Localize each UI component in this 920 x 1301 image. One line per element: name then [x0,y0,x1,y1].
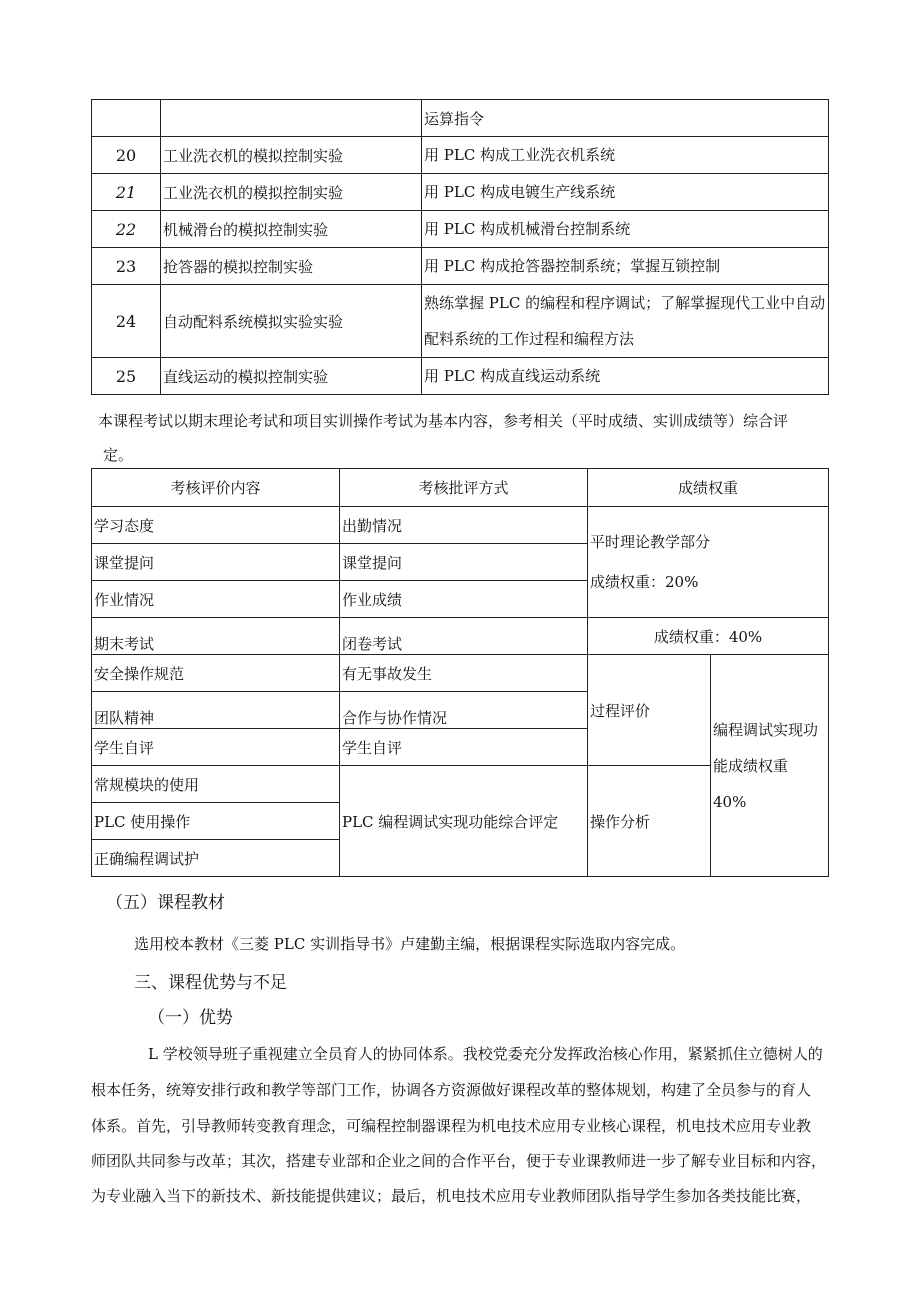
section-title-advantages: 三、课程优势与不足 [134,973,287,993]
practice-weight-line1: 编程调试实现功 [713,720,819,739]
table-row [92,507,829,544]
exp-goal-line2: 配料系统的工作过程和编程方法 [424,330,635,348]
theory-weight-cell [588,507,829,618]
exp-num: 22 [92,211,161,248]
exp-name: 机械滑台的模拟控制实验 [161,211,422,248]
assess-method: 出勤情况 [340,507,588,544]
assess-content: 常规模块的使用 [92,766,340,803]
exp-name [161,100,422,137]
assess-method: 闭卷考试 [340,618,588,655]
process-eval-cell: 过程评价 [588,655,711,766]
header-content: 考核评价内容 [92,469,340,507]
exp-num: 20 [92,137,161,174]
assess-content: 学生自评 [92,729,340,766]
exp-name: 工业洗衣机的模拟控制实验 [161,137,422,174]
exp-goal: 运算指令 [422,100,829,137]
paragraph-line: 为专业融入当下的新技术、新技能提供建议；最后，机电技术应用专业教师团队指导学生参加各类技能比赛， [91,1187,812,1205]
exp-num: 24 [92,285,161,358]
exp-goal: 用 PLC 构成抢答器控制系统；掌握互锁控制 [422,248,829,285]
theory-weight-line2: 成绩权重：20% [590,573,699,591]
table-row [92,358,829,395]
paragraph-line: 体系。首先，引导教师转变教育理念，可编程控制器课程为机电技术应用专业核心课程，机电技术应用专业教 [91,1117,812,1135]
table-row [92,137,829,174]
assess-method: 课堂提问 [340,544,588,581]
section-title-textbook: （五）课程教材 [106,893,225,913]
table-row [92,655,829,692]
plc-method-cell: PLC 编程调试实现功能综合评定 [340,766,588,877]
assess-content: 团队精神 [92,692,340,729]
exp-name: 直线运动的模拟控制实验 [161,358,422,395]
assess-method: 学生自评 [340,729,588,766]
assess-method: 作业成绩 [340,581,588,618]
exam-weight: 成绩权重：40% [588,618,829,655]
assess-content: 期末考试 [92,618,340,655]
exp-name: 工业洗衣机的模拟控制实验 [161,174,422,211]
theory-weight-line1: 平时理论教学部分 [590,533,711,551]
exp-goal: 用 PLC 构成直线运动系统 [422,358,829,395]
paragraph-line: 师团队共同参与改革；其次，搭建专业部和企业之间的合作平台，便于专业课教师进一步了解专业目标和内容， [91,1152,827,1170]
exp-num: 21 [92,174,161,211]
assess-content: 学习态度 [92,507,340,544]
table-row [92,285,829,358]
practice-weight-cell [711,655,829,877]
assess-content: 安全操作规范 [92,655,340,692]
table-row [92,248,829,285]
assess-method: 有无事故发生 [340,655,588,692]
exam-note-line1: 本课程考试以期末理论考试和项目实训操作考试为基本内容，参考相关（平时成绩、实训成绩等）综合评 [98,412,789,430]
exp-goal [422,285,829,358]
textbook-paragraph: 选用校本教材《三菱 PLC 实训指导书》卢建勤主编，根据课程实际选取内容完成。 [134,935,686,953]
exp-goal: 用 PLC 构成机械滑台控制系统 [422,211,829,248]
header-weight: 成绩权重 [588,469,829,507]
table-row [92,100,829,137]
table-row [92,618,829,655]
assess-content: 作业情况 [92,581,340,618]
exp-num [92,100,161,137]
assessment-table [91,468,829,877]
section-subtitle-strengths: （一）优势 [148,1008,233,1028]
table-row [92,211,829,248]
experiment-table [91,99,829,395]
table-header-row [92,469,829,507]
exp-num: 23 [92,248,161,285]
exp-name: 抢答器的模拟控制实验 [161,248,422,285]
assess-content: 课堂提问 [92,544,340,581]
operation-analysis-cell: 操作分析 [588,766,711,877]
exp-goal: 用 PLC 构成电镀生产线系统 [422,174,829,211]
paragraph-line: 根本任务，统筹安排行政和教学等部门工作，协调各方资源做好课程改革的整体规划，构建了全员参与的育人 [91,1081,812,1099]
exp-goal: 用 PLC 构成工业洗衣机系统 [422,137,829,174]
header-method: 考核批评方式 [340,469,588,507]
assess-content: 正确编程调试护 [92,840,340,877]
exam-note-line2: 定。 [103,446,134,464]
paragraph-line: L 学校领导班子重视建立全员育人的协同体系。我校党委充分发挥政治核心作用，紧紧抓住立德树人的 [148,1045,823,1063]
assess-method: 合作与协作情况 [340,692,588,729]
practice-weight-line2: 能成绩权重 40% [713,756,789,811]
exp-goal-line1: 熟练掌握 PLC 的编程和程序调试；了解掌握现代工业中自动 [424,294,826,312]
exp-name: 自动配料系统模拟实验实验 [161,285,422,358]
assess-content: PLC 使用操作 [92,803,340,840]
exp-num: 25 [92,358,161,395]
table-row [92,174,829,211]
